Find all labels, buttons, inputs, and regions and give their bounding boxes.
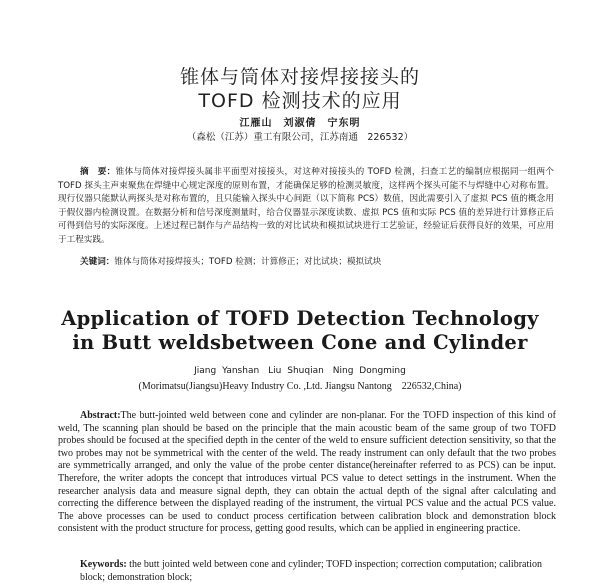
english-keywords-label: Keywords:	[80, 559, 127, 570]
english-abstract-text: The butt-jointed weld between cone and cylinder are non-planar. For the TOFD inspection of this kind of weld, The scanning plan should be based on the principle that the main acoustic beam of the same group of two TOFD probes should be focused at the specified depth in the center of the weld to ensure sufficient detection sensitivity, so that the two probes may not be symmetrical with the center of the weld. The ready instrument can only default that the two probes are symmetrically arranged, and only the value of the probe center distance(hereinafter referred to as PCS) can be input. Therefore, the writer adopts the concept that introduces virtual PCS value to detect settings in the instrument. When the researcher analysis data and measure signal depth, they can obtain the actual depth of the signal after calculating and correcting the difference between the displayed reading of the instrument, the virtual PCS value and the actual PCS value. The above processes can be used to conduct process certification between calibration block and demonstration block consistent with the product structure for process, getting good results, which can be applied in engineering practice.	[58, 410, 556, 535]
english-affiliation: (Morimatsu(Jiangsu)Heavy Industry Co. ,Ltd. Jiangsu Nantong 226532,China)	[138, 381, 462, 392]
chinese-keywords-text: 锥体与筒体对接焊接头；TOFD 检测；计算修正；对比试块；模拟试块	[114, 257, 382, 267]
chinese-abstract	[58, 166, 554, 248]
english-keywords-text: the butt jointed weld between cone and cylinder; TOFD inspection; correction computation; calibration block; demonstration block;	[80, 559, 543, 583]
english-title-line1: Application of TOFD Detection Technology	[61, 307, 539, 330]
english-authors: Jiang Yanshan Liu Shuqian Ning Dongming	[194, 366, 406, 376]
chinese-title-line1: 锥体与筒体对接焊接接头的	[179, 66, 420, 88]
chinese-affiliation: （森松（江苏）重工有限公司，江苏南通 226532）	[186, 132, 414, 143]
chinese-abstract-label: 摘 要：	[80, 167, 116, 177]
english-abstract-label: Abstract:	[80, 410, 121, 421]
english-abstract	[58, 410, 556, 536]
chinese-keywords-label: 关键词：	[80, 257, 115, 267]
english-keywords	[58, 559, 556, 584]
chinese-keywords	[58, 256, 554, 269]
chinese-abstract-text: 锥体与筒体对接焊接头属非平面型对接接头，对这种对接接头的 TOFD 检测，扫查工艺的编制应根据同一组两个 TOFD 探头主声束聚焦在焊缝中心规定深度的原则布置，才能确保足够的检测灵敏度，这样两个探头可能不与焊缝中心对称布置。现行仪器只能默认两探头是对称布置的，且只能输入探头中心间距（以下简称 PCS）数值，因此需要引入了虚拟 PCS 值的概念用于假仪器内检测设置。在数据分析和信号深度测量时，给合仪器显示深度读数、虚拟 PCS 值和实际 PCS 值的差异进行计算修正后可得到信号的实际深度。上述过程已制作与产品结构一致的对比试块和模拟试块进行工艺验证，经验证后获得良好的效果，可应用于工程实践。	[58, 167, 554, 245]
chinese-title-line2: TOFD 检测技术的应用	[198, 90, 402, 112]
chinese-authors: 江雁山 刘淑倩 宁东明	[239, 118, 361, 129]
english-title-line2: in Butt weldsbetween Cone and Cylinder	[72, 331, 528, 354]
